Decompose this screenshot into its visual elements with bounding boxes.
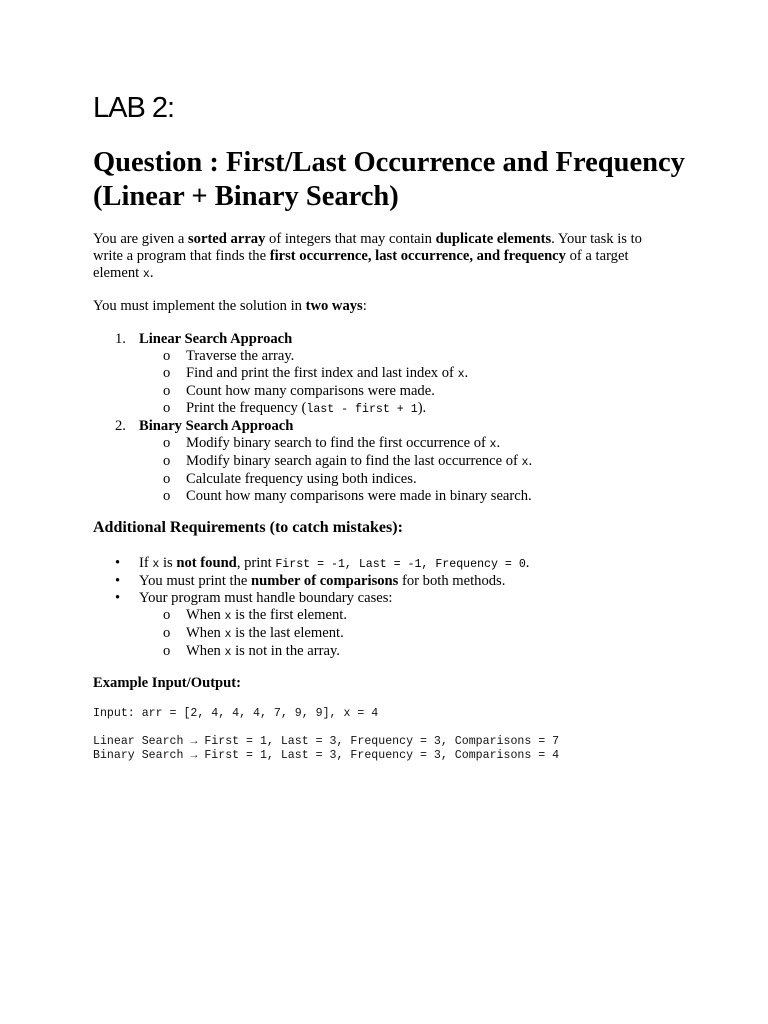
intro-bold: first occurrence, last occurrence, and frequency [269,248,566,264]
sub-item-text: Traverse the array. [186,348,295,364]
inline-code: last - first + 1 [306,403,418,416]
inline-code: x [489,438,497,451]
sub-list-item [93,383,683,400]
intro-bold: sorted array [187,231,266,247]
sub-bullet-icon: o [163,348,171,364]
intro-text: You are given a [93,231,188,247]
inline-code: First = -1, Last = -1, Frequency = 0 [275,558,526,571]
bullet-item [93,590,683,607]
case-text: When [186,643,225,659]
sub-list-item [93,471,683,488]
req-text: Your program must handle boundary cases: [139,590,393,606]
list-number: 2. [115,418,126,434]
sub-bullet-icon: o [163,643,171,659]
sub-list-item [93,453,683,471]
sub-list-item [93,365,683,383]
sub-item-text: . [496,435,501,451]
req-text: , print [236,555,276,571]
inline-code: x [457,368,465,381]
sub-list-item [93,643,683,661]
inline-code: x [152,558,160,571]
req-bold: number of comparisons [251,573,399,589]
intro-paragraph [93,231,673,283]
intro-bold: duplicate elements [435,231,552,247]
ways-text: You must implement the solution in [93,298,306,314]
approaches-list [93,331,683,505]
bullet-icon: • [115,555,121,571]
bullet-item [93,573,683,590]
inline-code: x [224,610,232,623]
list-number: 1. [115,331,126,347]
req-text: . [525,555,530,571]
sub-bullet-icon: o [163,365,171,381]
req-text: If [139,555,153,571]
list-item-binary [93,418,683,435]
case-text: When [186,607,225,623]
inline-code: x [521,456,529,469]
case-text: is the last element. [231,625,344,641]
requirements-list [93,555,683,661]
example-heading: Example Input/Output: [93,675,242,691]
sub-list-item [93,435,683,453]
req-text: is [159,555,177,571]
additional-requirements-heading: Additional Requirements (to catch mistakes): [93,519,403,536]
req-text: You must print the [139,573,252,589]
sub-list-item [93,625,683,643]
sub-list-item [93,488,683,505]
linear-approach-title: Linear Search Approach [139,331,293,347]
ways-bold: two ways [305,298,363,314]
intro-text: . Your task is to write a program that finds the [93,231,642,264]
bullet-icon: • [115,590,121,606]
intro-text: of integers that may contain [265,231,436,247]
bullet-icon: • [115,573,121,589]
sub-bullet-icon: o [163,488,171,504]
case-text: is the first element. [231,607,347,623]
example-input: Input: arr = [2, 4, 4, 4, 7, 9, 9], x = 4 [93,707,379,720]
question-title: Question : First/Last Occurrence and Frequency (Linear + Binary Search) [93,147,685,212]
lab-title: LAB 2: [93,92,175,124]
req-text: for both methods. [398,573,506,589]
sub-bullet-icon: o [163,625,171,641]
sub-item-text: Find and print the first index and last index of [186,365,458,381]
inline-code: x [224,628,232,641]
sub-bullet-icon: o [163,400,171,416]
inline-code: x [142,268,150,281]
req-bold: not found [176,555,237,571]
sub-list-item [93,607,683,625]
intro-text: of a target element [93,248,629,281]
intro-text: . [149,265,154,281]
sub-item-text: ). [417,400,427,416]
example-binary-output: Binary Search → First = 1, Last = 3, Frequency = 3, Comparisons = 4 [93,749,560,762]
case-text: is not in the array. [231,643,340,659]
sub-item-text: Count how many comparisons were made in binary search. [186,488,532,504]
sub-list-item [93,348,683,365]
sub-bullet-icon: o [163,383,171,399]
inline-code: x [224,646,232,659]
list-item-linear [93,331,683,348]
binary-approach-title: Binary Search Approach [139,418,294,434]
ways-paragraph [93,298,367,315]
sub-item-text: . [528,453,533,469]
sub-item-text: Modify binary search again to find the last occurrence of [186,453,522,469]
sub-bullet-icon: o [163,471,171,487]
sub-item-text: Count how many comparisons were made. [186,383,435,399]
sub-item-text: Print the frequency ( [186,400,307,416]
sub-item-text: . [464,365,469,381]
sub-bullet-icon: o [163,453,171,469]
ways-text: : [362,298,367,314]
case-text: When [186,625,225,641]
sub-bullet-icon: o [163,435,171,451]
sub-bullet-icon: o [163,607,171,623]
bullet-item [93,555,683,573]
sub-item-text: Calculate frequency using both indices. [186,471,417,487]
sub-list-item [93,400,683,418]
sub-item-text: Modify binary search to find the first occurrence of [186,435,490,451]
example-linear-output: Linear Search → First = 1, Last = 3, Frequency = 3, Comparisons = 7 [93,735,560,748]
